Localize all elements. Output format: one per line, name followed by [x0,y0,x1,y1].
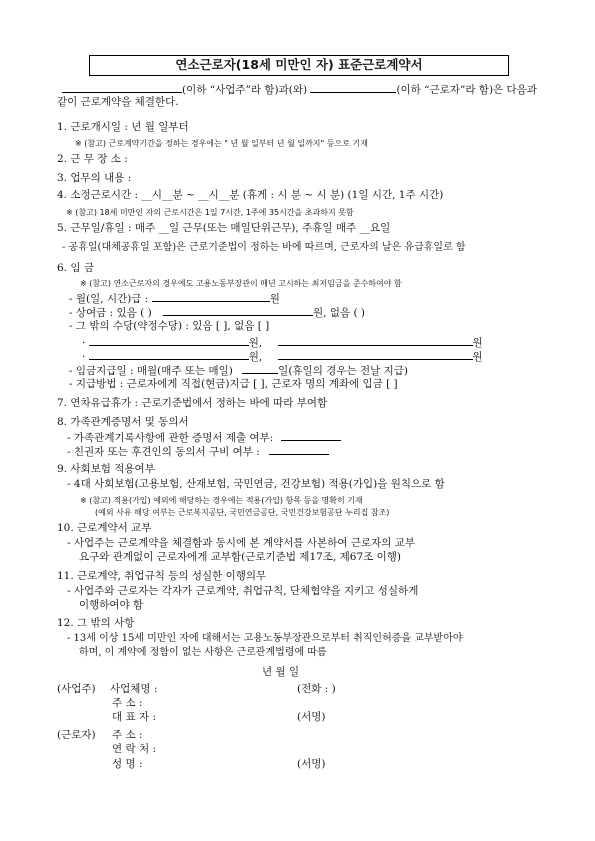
other-matters-text-2: 하며, 이 계약에 정함이 없는 사항은 근로관계법령에 따름 [79,647,327,658]
consent-blank[interactable] [269,444,329,455]
allowance-2-unit: 원 [472,337,483,349]
item-workplace: 2. 근 무 장 소 : [57,153,128,165]
wage-payday-blank[interactable] [242,363,278,374]
wage-payday-note: 일(휴일의 경우는 전날 지급) [278,365,408,377]
social-insurance-note-1: ※ (참고) 적용(가입) 예외에 해당하는 경우에는 적용(가입) 항목 등을 명확히 기재 [80,496,363,505]
consent-label: - 친권자 또는 후견인의 동의서 구비 여부 : [67,446,260,458]
consent-row [67,444,329,459]
item-annual-leave: 7. 연차유급휴가 : 근로기준법에서 정하는 바에 따라 부여함 [57,397,328,409]
item-social-insurance: 9. 사회보험 적용여부 [57,463,155,475]
worker-address: 주 소 : [112,729,143,741]
intro-line-2: 같이 근로계약을 체결한다. [57,96,179,108]
item-family-certificate: 8. 가족관계증명서 및 동의서 [57,416,189,428]
allowance-bullet: · [82,337,86,349]
wage-bonus-row [69,305,365,320]
employer-name-blank[interactable] [62,82,182,93]
wage-monthly-unit: 원 [269,293,280,305]
social-insurance-text: - 4대 사회보험(고용보험, 산재보험, 국민연금, 건강보험) 적용(가입)을 원칙으로 함 [67,478,445,490]
wage-allowance-row: - 그 밖의 수당(약정수당) : 있음 [ ], 없음 [ ] [69,320,270,332]
family-certificate-label: - 가족관계기록사항에 관한 증명서 제출 여부: [67,432,274,444]
other-matters-text-1: - 13세 이상 15세 미만인 자에 대해서는 고용노동부장관으로부터 취직인허증을 교부받아야 [67,633,463,644]
item-wage: 6. 임 금 [57,262,94,274]
item-workdays: 5. 근무일/휴일 : 매주 __일 근무(또는 매일단위근무), 주휴일 매주 __요일 [57,222,391,234]
employer-address: 주 소 : [112,697,143,709]
item-other-matters: 12. 그 밖의 사항 [57,617,135,629]
allowance-1-unit: 원, [248,337,263,349]
item-workdays-note: - 공휴일(대체공휴일 포함)은 근로기준법이 정하는 바에 따르며, 근로자의 날은 유급휴일로 함 [62,242,466,253]
allowance-4-blank[interactable] [278,349,473,360]
allowance-4-unit: 원 [472,351,483,363]
item-working-hours: 4. 소정근로시간 : __시__분 ~ __시__분 (휴게 : 시 분 ~ 시 분) (1일 시간, 1주 시간) [57,189,444,201]
document-title: 연소근로자(18세 미만인 자) 표준근로계약서 [89,55,509,76]
item-job-description: 3. 업무의 내용 : [57,172,132,184]
wage-allowance-line-1 [82,335,483,350]
worker-label: (근로자) [57,729,96,741]
wage-bonus-none: 원, 없음 ( ) [313,307,366,319]
intro-text-1b: (이하 “근로자”라 함)은 다음과 [396,84,537,96]
wage-payment-method: - 지급방법 : 근로자에게 직접(현금)지급 [ ], 근로자 명의 계좌에 입금 [ ] [69,378,398,390]
intro-line-1 [62,82,537,97]
wage-allowance-line-2 [82,349,483,364]
item-faithful-performance: 11. 근로계약, 취업규칙 등의 성실한 이행의무 [57,570,267,582]
allowance-3-blank[interactable] [89,349,249,360]
wage-bonus-label: - 상여금 : 있음 ( ) [69,307,152,319]
employer-representative: 대 표 자 : [112,711,156,723]
employer-business-name: 사업체명 : [110,683,158,695]
item-contract-delivery: 10. 근로계약서 교부 [57,522,152,534]
worker-contact: 연 락 처 : [112,743,156,755]
wage-monthly-blank[interactable] [152,291,270,302]
worker-signature: (서명) [297,758,326,770]
wage-monthly-label: - 월(일, 시간)급 : [69,293,149,305]
intro-text-1: (이하 “사업주”라 함)과(와) [182,84,308,96]
social-insurance-note-2: (예외 사유 해당 여부는 근로복지공단, 국민연금공단, 국민건강보험공단 누리집 참조) [95,508,390,517]
wage-payday-row [69,363,408,378]
allowance-2-blank[interactable] [278,335,473,346]
contract-delivery-text-2: 요구와 관계없이 근로자에게 교부함(근로기준법 제17조, 제67조 이행) [79,551,401,563]
employer-signature: (서명) [297,711,326,723]
worker-name-blank[interactable] [310,82,396,93]
item-wage-note: ※ (참고) 연소근로자의 경우에도 고용노동부장관이 매년 고시하는 최저임금을 준수하여야 함 [80,279,402,288]
item-start-date: 1. 근로개시일 : 년 월 일부터 [57,121,189,133]
employer-label: (사업주) [57,683,96,695]
wage-bonus-blank[interactable] [163,305,313,316]
allowance-1-blank[interactable] [89,335,249,346]
faithful-performance-text-1: - 사업주와 근로자는 각자가 근로계약, 취업규칙, 단체협약을 지키고 성실하게 [67,585,419,597]
contract-date: 년 월 일 [262,666,300,678]
item-start-date-note: ※ (참고) 근로계약기간을 정하는 경우에는 " 년 월 일부터 년 월 일까지" 등으로 기재 [75,139,368,148]
item-working-hours-note: ※ (참고) 18세 미만인 자의 근로시간은 1일 7시간, 1주에 35시간을 초과하지 못함 [66,208,354,217]
allowance-bullet: · [82,351,86,363]
allowance-3-unit: 원, [248,351,263,363]
contract-delivery-text-1: - 사업주는 근로계약을 체결함과 동시에 본 계약서를 사본하여 근로자의 교부 [67,537,416,549]
employer-phone: (전화 : ) [297,683,336,695]
wage-monthly-row [69,291,280,306]
family-certificate-blank[interactable] [281,430,341,441]
wage-payday-label: - 임금지급일 : 매월(매주 또는 매일) [69,365,233,377]
faithful-performance-text-2: 이행하여야 함 [79,599,144,611]
family-certificate-row [67,430,341,445]
worker-name: 성 명 : [112,758,143,770]
